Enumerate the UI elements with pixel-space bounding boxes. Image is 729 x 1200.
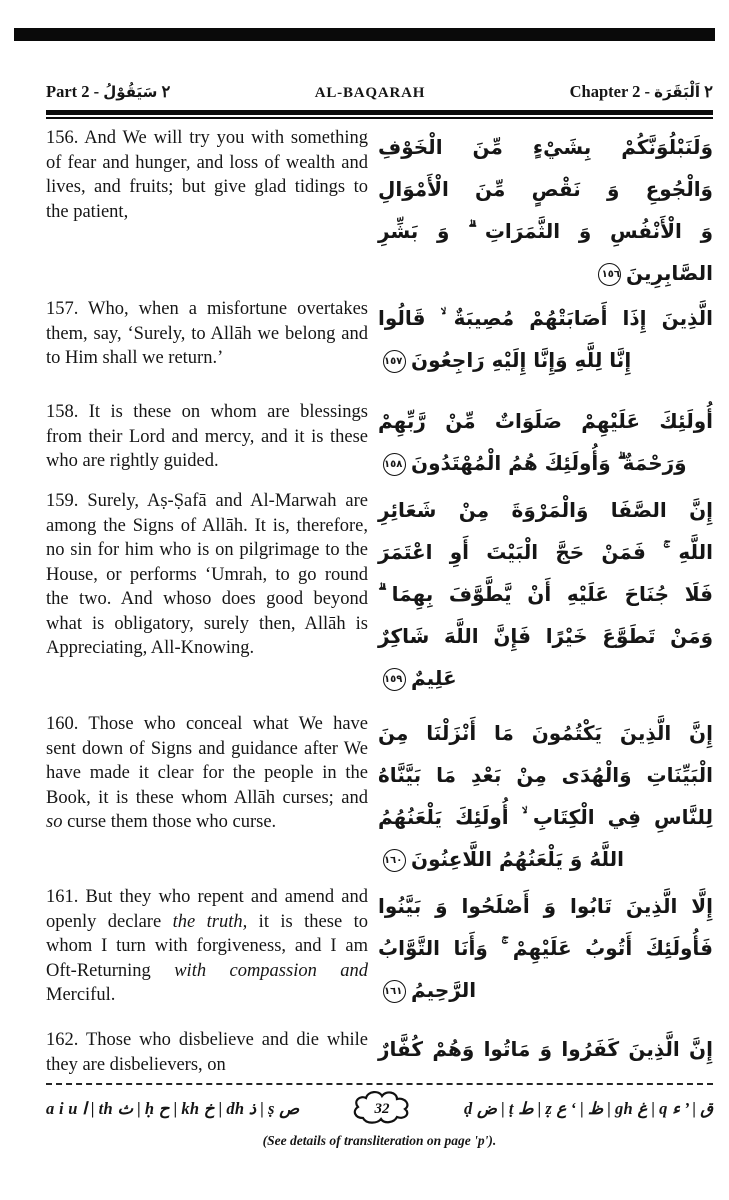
english-text-segment: curse them those who curse. — [62, 812, 277, 832]
arabic-text: إِنَّ الَّذِينَ يَكْتُمُونَ مَا أَنْزَلْنَا مِنَ — [378, 721, 713, 745]
verse-row-162 — [46, 1028, 713, 1077]
arabic-line — [378, 885, 713, 927]
english-text-segment: the truth, — [172, 911, 248, 932]
verse-row-159 — [46, 489, 713, 709]
verses-area — [46, 126, 713, 1080]
arabic-text: إِنَّ الصَّفَا وَالْمَرْوَةَ مِنْ شَعَائِرِ — [378, 498, 713, 522]
arabic-text: لِلنَّاسِ فِي الْكِتَابِ ۙ أُولَئِكَ يَلْعَنُهُمُ — [378, 805, 713, 829]
arabic-text: فَأُولَئِكَ أَتُوبُ عَلَيْهِمْ ۚ وَأَنَا التَّوَّابُ — [378, 936, 713, 960]
verse-156-arabic — [378, 126, 713, 294]
transliteration-key-right: ḍ ض | ṭ ط | ẓ ظ | ‘ ع | gh غ | q ق | ’ ء — [464, 1098, 713, 1118]
arabic-text: وَمَنْ تَطَوَّعَ خَيْرًا فَإِنَّ اللَّهَ شَاكِرٌ — [378, 624, 713, 648]
verse-row-158 — [46, 400, 713, 486]
english-text-segment: 161. But they who repent and amend and openly declare — [46, 887, 368, 932]
header-rule-thick — [46, 110, 713, 115]
verse-159-english — [46, 489, 368, 709]
chapter-label: Chapter 2 - ٢ — [569, 82, 713, 101]
verse-158-english — [46, 400, 368, 486]
page-header — [46, 82, 713, 102]
verse-162-english — [46, 1028, 368, 1077]
verse-end-marker: ١٥٩ — [383, 668, 406, 691]
verse-157-english — [46, 297, 368, 397]
cloud-ornament-icon — [349, 1088, 415, 1128]
verse-row-160 — [46, 712, 713, 882]
verse-162-arabic — [378, 1028, 713, 1077]
arabic-line — [378, 400, 713, 442]
verse-158-arabic — [378, 400, 713, 486]
arabic-text: فَلَا جُنَاحَ عَلَيْهِ أَنْ يَّطَّوَّفَ بِهِمَا ۗ — [378, 582, 713, 606]
arabic-text: وَ الْأَنْفُسِ وَ الثَّمَرَاتِ ۗ وَ بَشِّرِ — [378, 219, 713, 243]
part-label: Part 2 - ٢ — [46, 82, 171, 101]
header-rule — [46, 110, 713, 119]
transliteration-key — [46, 1086, 713, 1131]
footer-dashed-rule — [46, 1083, 713, 1085]
verse-160-arabic — [378, 712, 713, 882]
transliteration-note: (See details of transliteration on page 'p'). — [262, 1133, 497, 1148]
arabic-text: وَالْجُوعِ وَ نَقْصٍ مِّنَ الْأَمْوَالِ — [378, 177, 713, 201]
english-text-segment: so — [46, 812, 63, 832]
arabic-line — [378, 339, 713, 381]
verse-row-156 — [46, 126, 713, 294]
arabic-text: أُولَئِكَ عَلَيْهِمْ صَلَوَاتٌ مِّنْ رَّبِّهِمْ — [378, 409, 713, 433]
english-text-segment: 158. It is these on whom are blessings from their Lord and mercy, and it is these who are rightly guided. — [46, 402, 368, 471]
arabic-line — [378, 927, 713, 969]
verse-end-marker: ١٦١ — [383, 980, 406, 1003]
arabic-line — [378, 754, 713, 796]
english-text-segment: 159. Surely, Aṣ-Ṣafā and Al-Marwah are among the Signs of Allāh. It is, therefore, no sin for him who is on pilgrimage to the House, or performs ‘Umrah, to go round the two. And whoso does good beyond what is obligatory, surely then, Allāh is Appreciating, All-Knowing. — [46, 491, 368, 658]
english-text-segment: 156. And We will try you with something of fear and hunger, and loss of wealth and lives, and fruits; but give glad tidings to the patient, — [46, 128, 368, 222]
arabic-line — [378, 210, 713, 252]
verse-end-marker: ١٥٨ — [383, 453, 406, 476]
arabic-line — [378, 969, 713, 1011]
arabic-line — [378, 573, 713, 615]
chapter-name-arabic: اَلْبَقَرَة — [654, 83, 700, 101]
arabic-text: عَلِيمٌ — [411, 666, 457, 690]
arabic-line — [378, 838, 713, 880]
verse-end-marker: ١٦٠ — [383, 849, 406, 872]
verse-161-english — [46, 885, 368, 1025]
arabic-line — [378, 1028, 713, 1070]
arabic-line — [378, 126, 713, 168]
arabic-line — [378, 168, 713, 210]
english-text-segment: it is these to whom I turn with forgiveness, and I am Oft-Returning — [46, 911, 368, 981]
scan-artifact-bar — [14, 28, 715, 41]
verse-156-english — [46, 126, 368, 294]
arabic-text: وَلَنَبْلُوَنَّكُمْ بِشَيْءٍ مِّنَ الْخَوْفِ — [378, 135, 713, 159]
english-text-segment: with compassion and — [174, 960, 369, 981]
page-number: 32 — [374, 1101, 390, 1117]
part-label-group — [46, 82, 170, 102]
arabic-text: اللَّهِ ۚ فَمَنْ حَجَّ الْبَيْتَ أَوِ اعْتَمَرَ — [378, 540, 713, 564]
arabic-line — [378, 297, 713, 339]
arabic-line — [378, 252, 713, 294]
page-footer — [46, 1083, 713, 1149]
english-text-segment: 157. Who, when a misfortune overtakes them, say, ‘Surely, to Allāh we belong and to Him shall we return.’ — [46, 299, 368, 368]
arabic-text: الصَّابِرِينَ — [625, 261, 713, 285]
english-text-segment: Merciful. — [46, 985, 116, 1005]
arabic-line — [378, 442, 713, 484]
verse-end-marker: ١٥٧ — [383, 350, 406, 373]
arabic-text: وَرَحْمَةٌ ۗ وَأُولَئِكَ هُمُ الْمُهْتَدُونَ — [411, 451, 687, 475]
header-rule-thin — [46, 117, 713, 119]
verse-159-arabic — [378, 489, 713, 709]
arabic-text: إِلَّا الَّذِينَ تَابُوا وَ أَصْلَحُوا وَ بَيَّنُوا — [378, 894, 713, 918]
english-text-segment: 162. Those who disbelieve and die while they are disbelievers, on — [46, 1030, 368, 1075]
arabic-line — [378, 615, 713, 657]
page-number-cloud — [349, 1088, 415, 1133]
surah-title: AL-BAQARAH — [314, 85, 426, 101]
transliteration-key-left: a i u ا | th ث | ḥ ح | kh خ | dh ذ | ṣ ص — [46, 1098, 300, 1118]
arabic-line — [378, 712, 713, 754]
verse-161-arabic — [378, 885, 713, 1025]
arabic-text: الْبَيِّنَاتِ وَالْهُدَى مِنْ بَعْدِ مَا بَيَّنَّاهُ — [378, 763, 713, 787]
verse-row-157 — [46, 297, 713, 397]
arabic-text: الَّذِينَ إِذَا أَصَابَتْهُمْ مُصِيبَةٌ ۙ قَالُوا — [378, 306, 713, 330]
arabic-text: إِنَّ الَّذِينَ كَفَرُوا وَ مَاتُوا وَهُمْ كُفَّارٌ — [378, 1037, 713, 1061]
arabic-text: اللَّهُ وَ يَلْعَنُهُمُ اللَّاعِنُونَ — [411, 847, 624, 871]
arabic-text: إِنَّا لِلَّهِ وَإِنَّا إِلَيْهِ رَاجِعُونَ — [411, 348, 632, 372]
arabic-line — [378, 657, 713, 699]
english-text-segment: 160. Those who conceal what We have sent down of Signs and guidance after We have made it clear for the people in the Book, it is these whom Allāh curses; and — [46, 714, 368, 808]
part-name-arabic: سَيَقُوْلُ — [103, 83, 158, 101]
verse-end-marker: ١٥٦ — [598, 263, 621, 286]
verse-157-arabic — [378, 297, 713, 397]
arabic-line — [378, 531, 713, 573]
arabic-line — [378, 489, 713, 531]
verse-160-english — [46, 712, 368, 882]
arabic-text: الرَّحِيمُ — [411, 978, 477, 1002]
chapter-label-group — [570, 82, 713, 102]
arabic-line — [378, 796, 713, 838]
verse-row-161 — [46, 885, 713, 1025]
